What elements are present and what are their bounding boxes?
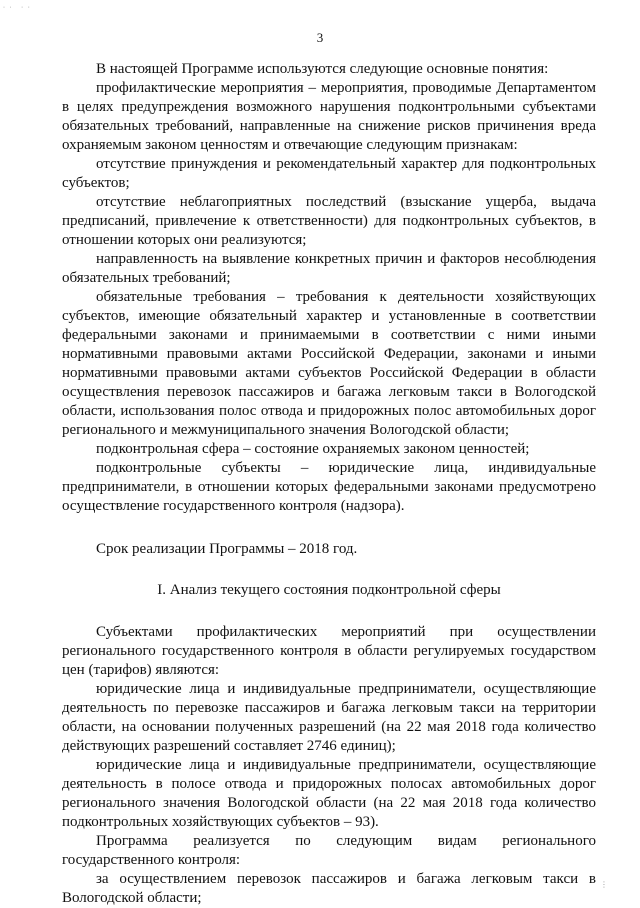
paragraph-control-types: Программа реализуется по следующим видам регионального государственного контроля:: [62, 833, 596, 868]
paragraph-definition-controlled-subjects: подконтрольные субъекты – юридические лица, индивидуальные предприниматели, в отношении которых федеральными законами предусмотрено осуществление государственного контроля (надзора).: [62, 460, 596, 514]
section-heading: I. Анализ текущего состояния подконтрольной сферы: [157, 582, 501, 598]
paragraph-control-taxi: за осуществлением перевозок пассажиров и багажа легковым такси в Вологодской области;: [62, 871, 596, 906]
paragraph-program-term: Срок реализации Программы – 2018 год.: [96, 541, 358, 557]
paragraph-feature-no-coercion: отсутствие принуждения и рекомендательный характер для подконтрольных субъектов;: [62, 156, 596, 191]
paragraph-subjects-roads: юридические лица и индивидуальные предприниматели, осуществляющие деятельность в полосе отвода и придорожных полосах автомобильных дорог регионального значения Вологодской области (на 22 мая 2018 года количество подконтрольных хозяйствующих субъектов – 93).: [62, 757, 596, 830]
paragraph-definition-preventive-measures: профилактические мероприятия – мероприятия, проводимые Департаментом в целях предупреждения возможного нарушения подконтрольными субъектами обязательных требований, направленные на снижение рисков причинения вреда охраняемым законом ценностям и отвечающие следующим признакам:: [62, 80, 596, 153]
paragraph-definition-controlled-sphere: подконтрольная сфера – состояние охраняемых законом ценностей;: [96, 441, 530, 457]
document-body: [62, 60, 596, 908]
scan-artifact-top-left: ˙ ˙ ˙ ˙: [2, 6, 31, 15]
paragraph-definition-mandatory-requirements: обязательные требования – требования к деятельности хозяйствующих субъектов, имеющие обязательный характер и установленные в соответствии федеральными законами и принимаемыми в соответствии с ними иными нормативными правовыми актами Российской Федерации, законами и иными нормативными правовыми актами субъектов Российской Федерации в области осуществления перевозок пассажиров и багажа легковым такси в Вологодской области, использования полос отвода и придорожных полос автомобильных дорог регионального и межмуниципального значения Вологодской области;: [62, 289, 596, 438]
paragraph-feature-no-consequences: отсутствие неблагоприятных последствий (взыскание ущерба, выдача предписаний, привлечение к ответственности) для подконтрольных субъектов, в отношении которых они реализуются;: [62, 194, 596, 248]
page-number: 3: [316, 30, 324, 45]
paragraph-subjects-intro: Субъектами профилактических мероприятий при осуществлении регионального государственного контроля в области регулируемых государством цен (тарифов) являются:: [62, 624, 596, 678]
paragraph-feature-cause-detection: направленность на выявление конкретных причин и факторов несоблюдения обязательных требований;: [62, 251, 596, 286]
scan-artifact-bottom-right: ⋮: [600, 880, 608, 889]
paragraph-subjects-taxi: юридические лица и индивидуальные предприниматели, осуществляющие деятельность по перевозке пассажиров и багажа легковым такси на территории области, на основании полученных разрешений (на 22 мая 2018 года количество действующих разрешений составляет 2746 единиц);: [62, 681, 596, 754]
paragraph-intro: В настоящей Программе используются следующие основные понятия:: [96, 61, 549, 77]
